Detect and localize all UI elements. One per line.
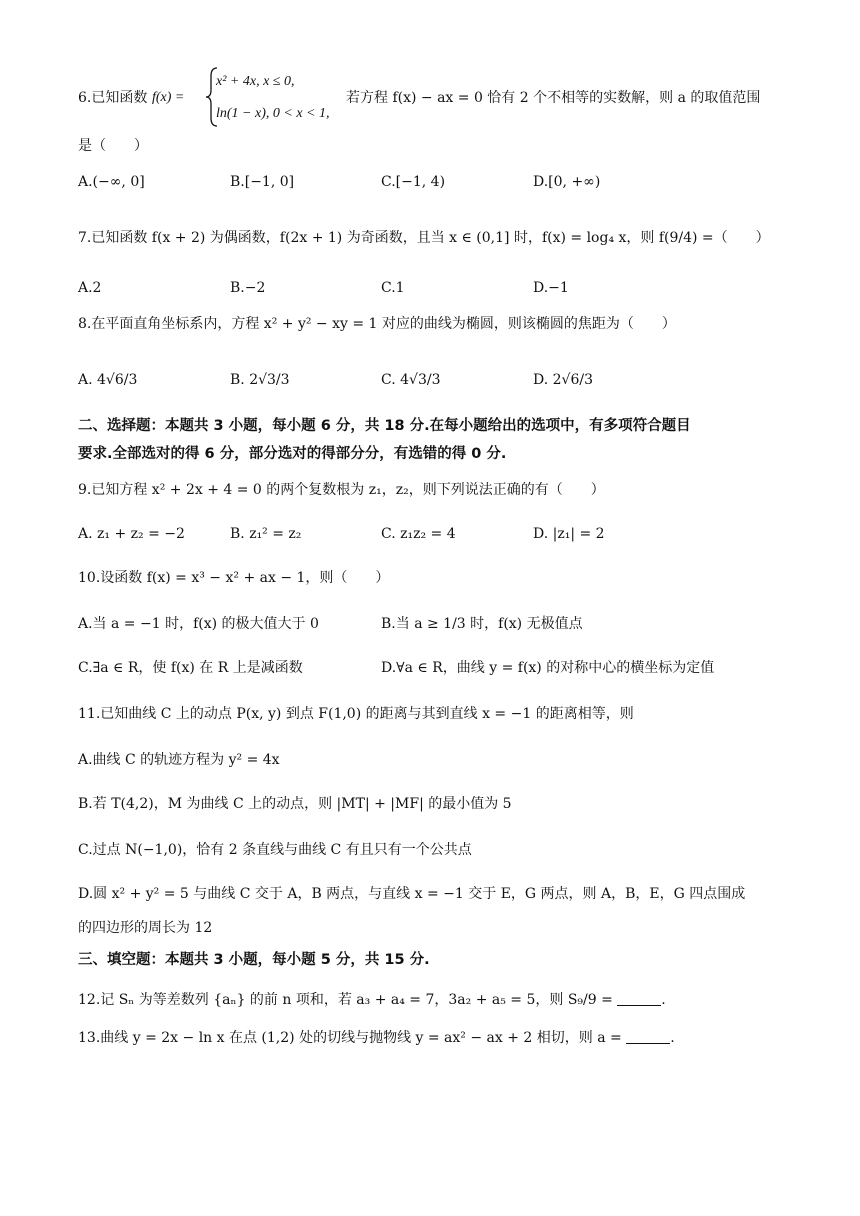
q8-stem: 8.在平面直角坐标系内，方程 x² + y² − xy = 1 对应的曲线为椭圆，则该椭圆的焦距为（ ） [78,316,676,332]
q11-option-d-line1: D.圆 x² + y² = 5 与曲线 C 交于 A，B 两点，与直线 x = −1 交于 E，G 两点，则 A，B，E，G 四点围成 [78,886,746,902]
q7-option-a: A.2 [78,280,102,296]
q10-option-b: B.当 a ≥ 1/3 时，f(x) 无极值点 [381,616,583,632]
q9-option-a: A. z₁ + z₂ = −2 [78,526,185,542]
section2-heading-line1: 二、选择题：本题共 3 小题，每小题 6 分，共 18 分.在每小题给出的选项中，有多项符合题目 [78,418,691,434]
q7-option-b: B.−2 [230,280,266,296]
q11-option-a: A.曲线 C 的轨迹方程为 y² = 4x [78,752,280,768]
q6-case1: x² + 4x, x ≤ 0, [216,74,295,89]
q10-option-c: C.∃a ∈ R，使 f(x) 在 R 上是减函数 [78,660,303,676]
q10-option-d: D.∀a ∈ R，曲线 y = f(x) 的对称中心的横坐标为定值 [381,660,715,676]
q13-line: 13.曲线 y = 2x − ln x 在点 (1,2) 处的切线与抛物线 y = ax² − ax + 2 相切，则 a = . [78,1030,675,1046]
q6-func: f(x) = [152,90,185,105]
q11-option-b: B.若 T(4,2)，M 为曲线 C 上的动点，则 |MT| + |MF| 的最小值为 5 [78,796,512,812]
q6-line2: 是（ ） [78,138,148,154]
q11-option-d-line2: 的四边形的周长为 12 [78,920,213,936]
q6-prefix: 6.已知函数 [78,90,148,106]
q10-stem: 10.设函数 f(x) = x³ − x² + ax − 1，则（ ） [78,570,390,586]
q12-line: 12.记 Sₙ 为等差数列 {aₙ} 的前 n 项和，若 a₃ + a₄ = 7，3a₂ + a₅ = 5，则 S₉/9 = . [78,992,666,1008]
q6-case2: ln(1 − x), 0 < x < 1, [216,106,330,121]
q11-option-c: C.过点 N(−1,0)，恰有 2 条直线与曲线 C 有且只有一个公共点 [78,842,472,858]
q11-stem: 11.已知曲线 C 上的动点 P(x, y) 到点 F(1,0) 的距离与其到直线 x = −1 的距离相等，则 [78,706,634,722]
q8-option-b: B. 2√3/3 [230,372,290,388]
q7-stem: 7.已知函数 f(x + 2) 为偶函数，f(2x + 1) 为奇函数，且当 x ∈ (0,1] 时，f(x) = log₄ x，则 f(9/4) =（ ） [78,230,770,246]
section2-heading-line2: 要求.全部选对的得 6 分，部分选对的得部分分，有选错的得 0 分. [78,446,507,462]
q10-option-a: A.当 a = −1 时，f(x) 的极大值大于 0 [78,616,319,632]
q6-option-d: D.[0, +∞) [533,174,601,190]
q9-stem: 9.已知方程 x² + 2x + 4 = 0 的两个复数根为 z₁，z₂，则下列说法正确的有（ ） [78,482,605,498]
q9-option-d: D. |z₁| = 2 [533,526,605,542]
q6-option-a: A.(−∞, 0] [78,174,145,190]
q13-answer-blank[interactable] [626,1029,670,1044]
q8-option-c: C. 4√3/3 [381,372,441,388]
q6-suffix: 若方程 f(x) − ax = 0 恰有 2 个不相等的实数解，则 a 的取值范围 [346,90,761,106]
q8-option-a: A. 4√6/3 [78,372,138,388]
q13-stem: 13.曲线 y = 2x − ln x 在点 (1,2) 处的切线与抛物线 y = ax² − ax + 2 相切，则 a = [78,1030,622,1046]
q8-option-d: D. 2√6/3 [533,372,593,388]
q6-option-c: C.[−1, 4) [381,174,446,190]
q7-option-c: C.1 [381,280,405,296]
q7-option-d: D.−1 [533,280,569,296]
q9-option-c: C. z₁z₂ = 4 [381,526,456,542]
q6-option-b: B.[−1, 0] [230,174,295,190]
q12-stem: 12.记 Sₙ 为等差数列 {aₙ} 的前 n 项和，若 a₃ + a₄ = 7，3a₂ + a₅ = 5，则 S₉/9 = [78,992,613,1008]
q9-option-b: B. z₁² = z₂ [230,526,302,542]
q12-answer-blank[interactable] [617,991,661,1006]
section3-heading: 三、填空题：本题共 3 小题，每小题 5 分，共 15 分. [78,952,430,968]
